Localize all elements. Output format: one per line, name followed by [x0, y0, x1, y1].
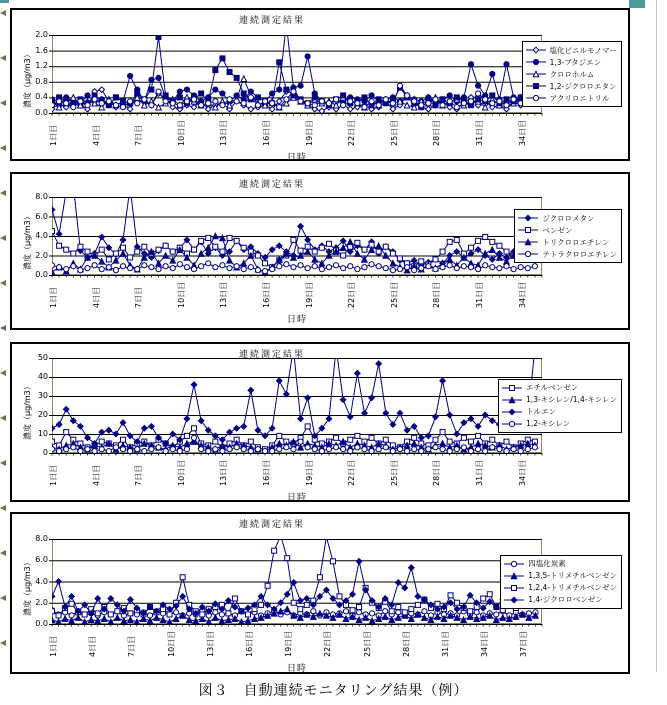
x-axis-tick-label: 31日目: [475, 281, 485, 308]
x-axis-tick-label: 37日目: [519, 630, 529, 657]
x-axis-tick-label: 25日目: [362, 630, 372, 657]
x-axis-tick-label: 4日目: [88, 635, 98, 657]
y-axis-tick-label: 0.0: [35, 619, 48, 628]
legend-label: テトラクロロエチレン: [542, 249, 617, 259]
x-axis-tick-label: 34日目: [517, 281, 527, 308]
x-axis-tick-label: 25日目: [389, 459, 399, 486]
y-axis-label: 濃度（μg/m3）: [23, 381, 32, 440]
legend: [498, 379, 622, 433]
x-axis-tick-label: 7日目: [134, 124, 144, 146]
y-axis-tick-label: 30: [37, 391, 48, 400]
circle-open-legend-icon: [517, 249, 539, 259]
legend-item: [525, 44, 617, 56]
legend-item: [517, 212, 617, 224]
x-axis-tick-label: 4日目: [91, 464, 101, 486]
chart-title: 連続測定結果: [238, 16, 305, 26]
legend-item: [525, 68, 617, 80]
legend-item: [501, 418, 617, 430]
y-axis-tick-label: 1.2: [35, 61, 48, 71]
chart-box-4: [10, 512, 630, 674]
x-axis-tick-label: 16日目: [262, 119, 272, 146]
x-axis-tick-label: 31日目: [441, 630, 450, 657]
legend-label: 1,3,5-トリメチルベンゼン: [528, 571, 617, 580]
x-axis-tick-label: 13日目: [219, 119, 229, 146]
diamond-open-legend-icon: [525, 45, 547, 55]
x-axis-label: 日時: [286, 315, 307, 325]
legend-label: 1,2-ジクロロエタン: [549, 81, 617, 91]
left-edge-revision-mark: [0, 190, 6, 196]
x-axis-tick-label: 13日目: [219, 281, 229, 308]
x-axis-tick-label: 22日目: [347, 281, 357, 308]
x-axis-label: 日時: [286, 664, 307, 674]
chart-box-3: [10, 342, 630, 502]
chart-box-1: [10, 8, 630, 161]
legend-item: [517, 224, 617, 236]
x-axis-tick-label: 25日目: [389, 281, 399, 308]
y-axis-tick-label: 2.0: [35, 30, 48, 39]
chart-title: 連続測定結果: [238, 180, 305, 190]
plot-area: [52, 358, 542, 459]
triangle-filled-legend-icon: [503, 571, 525, 581]
figure-caption: 図３ 自動連続モニタリング結果（例）: [198, 683, 469, 699]
x-axis-tick-label: 19日目: [304, 281, 314, 308]
chart-box-2: [10, 172, 630, 330]
legend-item: [503, 570, 617, 582]
legend-item: [501, 382, 617, 394]
legend-item: [503, 558, 617, 570]
y-axis-tick-label: 1.6: [35, 45, 48, 55]
left-edge-revision-mark: [0, 145, 6, 151]
diamond-filled-legend-icon: [501, 407, 523, 417]
left-edge-revision-mark: [0, 235, 6, 241]
legend-item: [525, 56, 617, 68]
left-edge-revision-mark: [0, 280, 6, 286]
x-axis-tick-label: 1日目: [49, 635, 58, 657]
y-axis-tick-label: 6.0: [35, 211, 48, 221]
legend-label: 1,4-ジクロロベンゼン: [528, 595, 603, 604]
y-axis-tick-label: 20: [37, 410, 48, 419]
left-edge-revision-mark: [0, 370, 6, 376]
legend-item: [501, 394, 617, 406]
legend-item: [525, 92, 617, 104]
x-axis-tick-label: 19日目: [304, 119, 314, 146]
series-4-line: [50, 34, 538, 109]
legend-label: 1,2-キシレン: [526, 419, 571, 428]
triangle-open-legend-icon: [525, 69, 547, 79]
y-axis-tick-label: 6.0: [35, 555, 48, 565]
legend-item: [503, 582, 617, 594]
left-edge-revision-mark: [0, 460, 6, 466]
legend-label: クロロホルム: [549, 69, 595, 79]
page-edge-line: [656, 0, 657, 672]
legend-item: [501, 406, 617, 418]
x-axis-label: 日時: [286, 153, 307, 163]
legend-item: [517, 248, 617, 260]
plot-area: [52, 35, 542, 119]
legend-label: エチルベンゼン: [526, 383, 579, 392]
y-axis-tick-label: 8.0: [35, 192, 48, 201]
legend: [514, 209, 622, 263]
legend-item: [503, 594, 617, 606]
y-axis-tick-label: 40: [37, 372, 48, 381]
y-axis-label: 濃度（μg/m3）: [23, 557, 32, 616]
legend-label: 1,3-ブタジエン: [549, 57, 602, 67]
top-right-corner-square: [629, 0, 645, 8]
y-axis-label: 濃度（μg/m3）: [23, 212, 32, 270]
y-axis-tick-label: 4.0: [35, 231, 48, 240]
x-axis-tick-label: 19日目: [304, 459, 314, 486]
x-axis-tick-label: 22日目: [323, 630, 333, 657]
circle-open-legend-icon: [501, 419, 523, 429]
legend-item: [525, 80, 617, 92]
left-edge-revision-mark: [0, 325, 6, 331]
y-axis-tick-label: 0.4: [35, 92, 48, 102]
x-axis-tick-label: 16日目: [245, 630, 254, 657]
legend-label: 四塩化炭素: [528, 559, 566, 568]
legend: [522, 41, 622, 107]
x-axis-tick-label: 1日目: [49, 464, 58, 486]
square-open-legend-icon: [503, 583, 525, 593]
y-axis-tick-label: 4.0: [35, 576, 48, 586]
legend-label: 1,3-キシレン/1,4-キシレン: [526, 395, 617, 404]
legend-label: ジクロロメタン: [542, 213, 595, 223]
x-axis-tick-label: 10日目: [166, 630, 176, 657]
x-axis-tick-label: 25日目: [389, 119, 399, 146]
x-axis-tick-label: 22日目: [347, 119, 357, 146]
y-axis-tick-label: 50: [37, 353, 48, 362]
square-filled-legend-icon: [525, 81, 547, 91]
chart-title: 連続測定結果: [238, 520, 305, 530]
square-open-legend-icon: [517, 225, 539, 235]
triangle-filled-legend-icon: [517, 237, 539, 247]
x-axis-tick-label: 7日目: [127, 635, 137, 657]
legend-label: アクリロニトリル: [549, 93, 610, 103]
y-axis-tick-label: 0.8: [35, 76, 48, 86]
x-axis-tick-label: 16日目: [262, 459, 272, 486]
left-edge-revision-mark: [0, 550, 6, 556]
series-4-line: [49, 261, 537, 274]
x-axis-tick-label: 13日目: [219, 459, 229, 486]
y-axis-tick-label: 8.0: [35, 534, 48, 543]
x-axis-tick-label: 28日目: [432, 459, 442, 486]
x-axis-tick-label: 7日目: [134, 286, 144, 308]
y-axis-tick-label: 10: [37, 429, 48, 438]
x-axis-tick-label: 13日目: [205, 630, 215, 657]
x-axis-tick-label: 31日目: [475, 459, 485, 486]
legend-label: トルエン: [526, 407, 557, 416]
legend-label: 塩化ビニルモノマー: [549, 45, 617, 55]
x-axis-tick-label: 10日目: [176, 281, 186, 308]
x-axis-tick-label: 7日目: [134, 464, 144, 486]
x-axis-tick-label: 31日目: [475, 119, 485, 146]
x-axis-label: 日時: [286, 493, 307, 503]
x-axis-tick-label: 22日目: [347, 459, 357, 486]
x-axis-tick-label: 34日目: [480, 630, 490, 657]
x-axis-tick-label: 28日目: [401, 630, 411, 657]
square-open-legend-icon: [501, 383, 523, 393]
x-axis-tick-label: 28日目: [432, 281, 442, 308]
y-axis-tick-label: 2.0: [35, 597, 48, 607]
legend-label: トリクロロエチレン: [542, 237, 610, 247]
x-axis-tick-label: 10日目: [176, 119, 186, 146]
x-axis-tick-label: 10日目: [176, 459, 186, 486]
circle-open-legend-icon: [503, 559, 525, 569]
circle-open-legend-icon: [525, 93, 547, 103]
chart-title: 連続測定結果: [238, 350, 305, 360]
legend: [500, 555, 622, 609]
x-axis-tick-label: 19日目: [284, 630, 294, 657]
circle-filled-legend-icon: [525, 57, 547, 67]
diamond-filled-legend-icon: [503, 595, 525, 605]
left-edge-revision-mark: [0, 415, 6, 421]
diamond-filled-legend-icon: [517, 213, 539, 223]
legend-label: 1,2,4-トリメチルベンゼン: [528, 583, 617, 592]
plot-area: [52, 197, 542, 281]
y-axis-tick-label: 0.0: [35, 270, 48, 279]
x-axis-tick-label: 28日目: [432, 119, 442, 146]
left-edge-revision-mark: [0, 100, 6, 106]
legend-item: [517, 236, 617, 248]
x-axis-tick-label: 4日目: [91, 124, 101, 146]
x-axis-tick-label: 16日目: [262, 281, 272, 308]
left-edge-revision-mark: [0, 595, 6, 601]
left-edge-revision-mark: [0, 10, 6, 16]
left-edge-revision-mark: [0, 640, 6, 646]
x-axis-tick-label: 1日目: [49, 124, 58, 146]
y-axis-tick-label: 2.0: [35, 250, 48, 260]
left-edge-revision-mark: [0, 505, 6, 511]
left-edge-revision-mark: [0, 55, 6, 61]
triangle-filled-legend-icon: [501, 395, 523, 405]
x-axis-tick-label: 34日目: [517, 459, 527, 486]
y-axis-label: 濃度（μg/m3）: [23, 50, 32, 108]
plot-area: [52, 539, 542, 630]
top-left-corner-square: [0, 0, 9, 3]
y-axis-tick-label: 0: [42, 448, 48, 457]
x-axis-tick-label: 1日目: [49, 286, 58, 308]
x-axis-tick-label: 4日目: [91, 286, 101, 308]
x-axis-tick-label: 34日目: [517, 119, 527, 146]
y-axis-tick-label: 0.0: [35, 108, 48, 117]
legend-label: ベンゼン: [542, 225, 573, 235]
